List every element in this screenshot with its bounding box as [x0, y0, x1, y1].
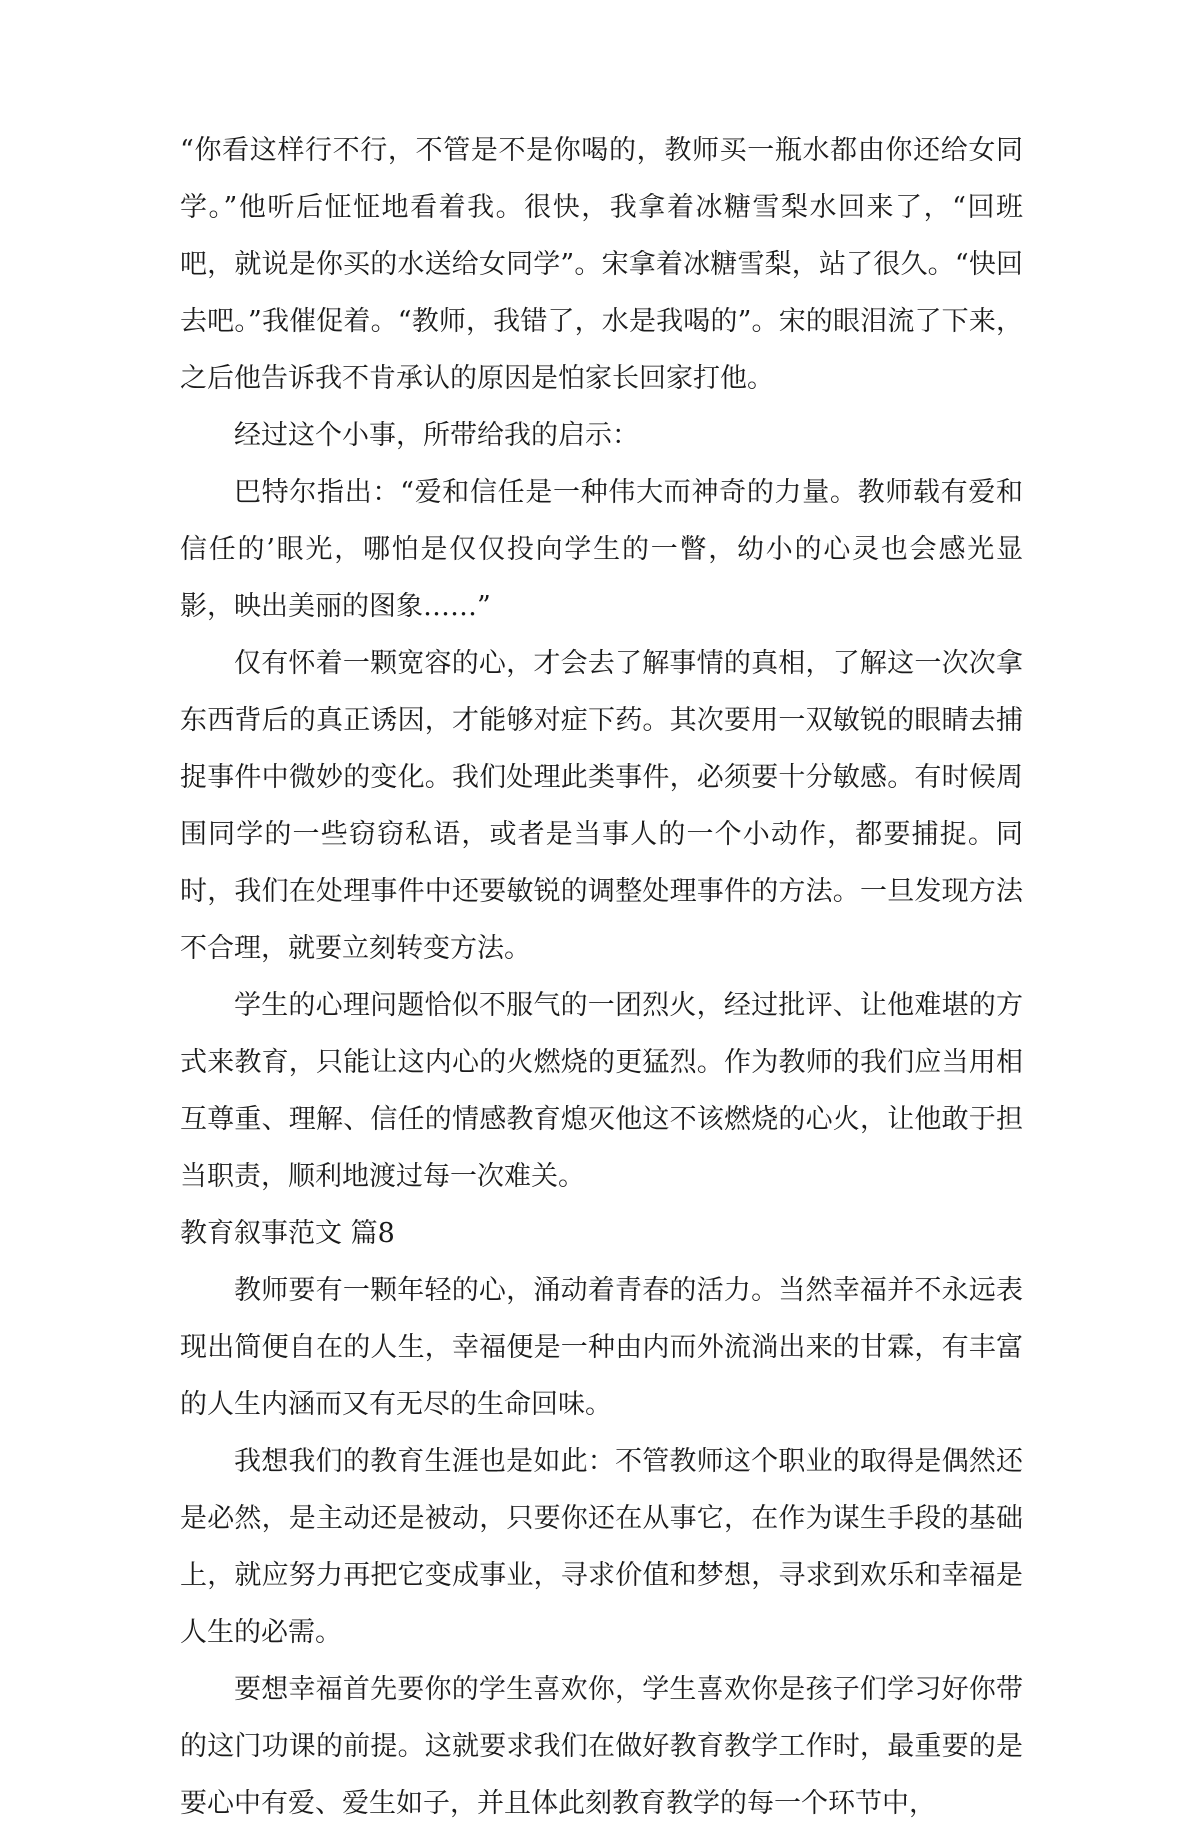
section-heading: 教育叙事范文 篇8 — [180, 1218, 395, 1249]
paragraph-lesson-intro: 经过这个小事，所带给我的启示： — [234, 420, 639, 451]
document-page — [180, 122, 1023, 1832]
paragraph-psychology: 学生的心理问题恰似不服气的一团烈火，经过批评、让他难堪的方式来教育，只能让这内心的火燃烧的更猛烈。作为教师的我们应当用相互尊重、理解、信任的情感教育熄灭他这不该燃烧的心火，让他敢于担当职责，顺利地渡过每一次难关。 — [180, 990, 1023, 1192]
paragraph-happiness: 要想幸福首先要你的学生喜欢你，学生喜欢你是孩子们学习好你带的这门功课的前提。这就要求我们在做好教育教学工作时，最重要的是要心中有爱、爱生如子，并且体此刻教育教学的每一个环节中， — [180, 1674, 1023, 1819]
paragraph-career: 我想我们的教育生涯也是如此：不管教师这个职业的取得是偶然还是必然，是主动还是被动，只要你还在从事它，在作为谋生手段的基础上，就应努力再把它变成事业，寻求价值和梦想，寻求到欢乐和幸福是人生的必需。 — [180, 1446, 1023, 1648]
paragraph-young-heart: 教师要有一颗年轻的心，涌动着青春的活力。当然幸福并不永远表现出简便自在的人生，幸福便是一种由内而外流淌出来的甘霖，有丰富的人生内涵而又有无尽的生命回味。 — [180, 1275, 1023, 1420]
paragraph-tolerance: 仅有怀着一颗宽容的心，才会去了解事情的真相，了解这一次次拿东西背后的真正诱因，才能够对症下药。其次要用一双敏锐的眼睛去捕捉事件中微妙的变化。我们处理此类事件，必须要十分敏感。有时候周围同学的一些窃窃私语，或者是当事人的一个小动作，都要捕捉。同时，我们在处理事件中还要敏锐的调整处理事件的方法。一旦发现方法不合理，就要立刻转变方法。 — [180, 648, 1023, 964]
paragraph-story-end: “你看这样行不行，不管是不是你喝的，教师买一瓶水都由你还给女同学。”他听后怔怔地看着我。很快，我拿着冰糖雪梨水回来了，“回班吧，就说是你买的水送给女同学”。宋拿着冰糖雪梨，站了很久。“快回去吧。”我催促着。“教师，我错了，水是我喝的”。宋的眼泪流了下来，之后他告诉我不肯承认的原因是怕家长回家打他。 — [180, 135, 1023, 394]
paragraph-quote: 巴特尔指出：“爱和信任是一种伟大而神奇的力量。教师载有爱和信任的’眼光，哪怕是仅仅投向学生的一瞥，幼小的心灵也会感光显影，映出美丽的图象……” — [180, 477, 1023, 622]
